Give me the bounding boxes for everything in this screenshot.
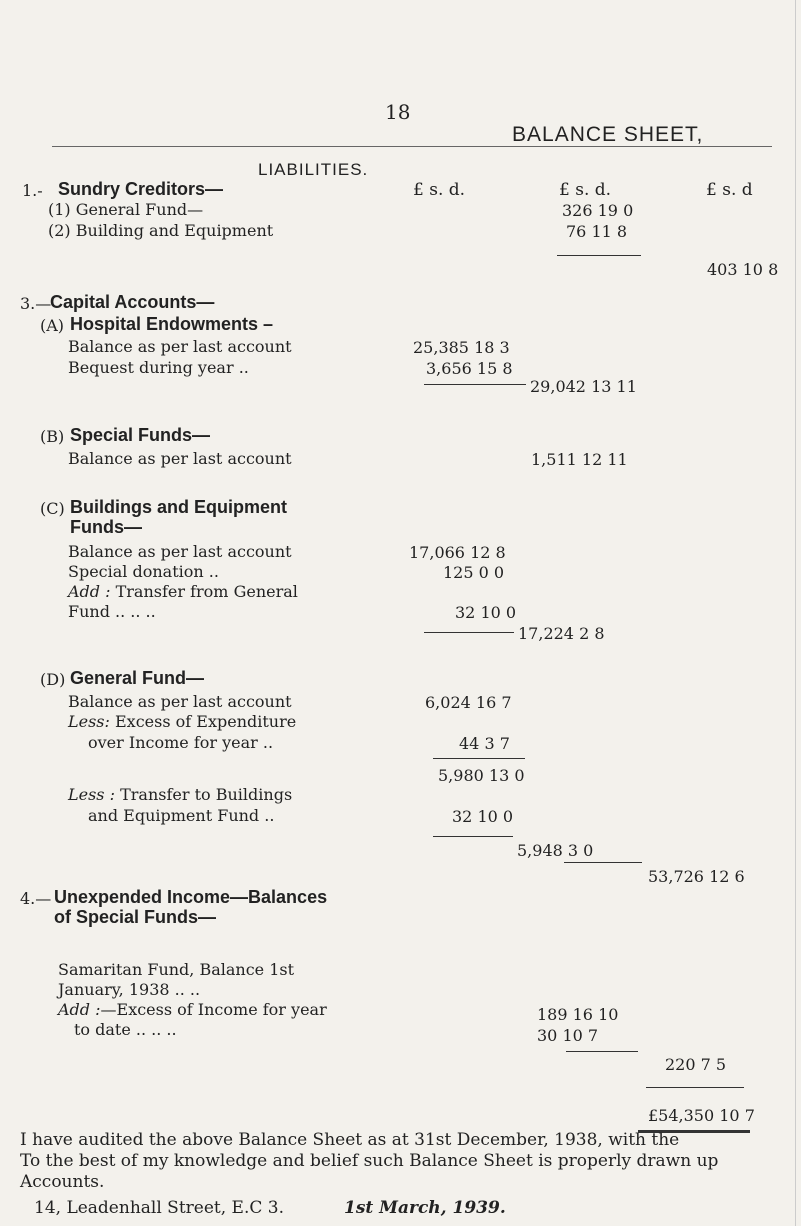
section-d-less-text: [68, 787, 292, 803]
unexpended-line: January, 1938 .. ..: [58, 980, 201, 999]
section-c-line-label: Balance as per last account: [68, 542, 292, 561]
section-a-marker: (A): [40, 316, 65, 335]
section-d-line-amount: 6,024 16 7: [425, 693, 512, 712]
sheet-total: £54,350 10 7: [648, 1106, 755, 1125]
running-title: BALANCE SHEET,: [512, 123, 704, 146]
currency-header-1: £ s. d.: [413, 180, 466, 200]
unexpended-add-line2: to date .. .. ..: [74, 1020, 177, 1039]
sundry-item-amount: 76 11 8: [566, 222, 628, 241]
section-c-add-line2: Fund .. .. ..: [68, 602, 156, 621]
section-d-less-line2: and Equipment Fund ..: [88, 806, 275, 825]
add-prefix: Add :: [68, 582, 111, 601]
section-d-less-amount: 32 10 0: [452, 807, 514, 826]
unexpended-total: 220 7 5: [665, 1055, 727, 1074]
section-a-line-amount: 25,385 18 3: [413, 338, 510, 357]
unexpended-line: Samaritan Fund, Balance 1st: [58, 960, 295, 979]
unexpended-number: 4.—: [20, 889, 52, 908]
sundry-number: 1.-: [22, 181, 43, 200]
less-prefix: Less:: [68, 712, 110, 731]
section-c-title: Buildings and Equipment: [70, 497, 287, 517]
section-d-line-label: Balance as per last account: [68, 692, 292, 711]
section-b-label: Balance as per last account: [68, 449, 292, 468]
audit-text: I have audited the above Balance Sheet as at 31st December, 1938, with the: [20, 1130, 680, 1150]
section-d-total-rule: [433, 836, 513, 837]
sundry-total-rule: [557, 255, 641, 256]
unexpended-title: of Special Funds—: [54, 907, 217, 927]
capital-number: 3.—: [20, 294, 52, 313]
section-c-line-amount: 125 0 0: [443, 563, 505, 582]
less-text: Excess of Expenditure: [109, 712, 297, 731]
page-number: 18: [385, 100, 411, 124]
section-d-less-text: [68, 714, 296, 730]
unexpended-title: Unexpended Income—Balances: [54, 887, 328, 907]
section-d-less-line2: over Income for year ..: [88, 733, 274, 752]
section-d-marker: (D): [40, 670, 66, 689]
section-d-less-amount: 44 3 7: [459, 734, 510, 753]
section-b-amount: 1,511 12 11: [531, 450, 628, 469]
sundry-item-label: (1) General Fund—: [48, 200, 204, 219]
section-c-total: 17,224 2 8: [518, 624, 605, 643]
unexpended-amount: 189 16 10: [537, 1005, 619, 1024]
capital-total-rule: [564, 862, 642, 863]
section-b-marker: (B): [40, 427, 65, 446]
less-text: Transfer to Buildings: [115, 785, 293, 804]
section-a-total: 29,042 13 11: [530, 377, 637, 396]
section-a-line-label: Bequest during year ..: [68, 358, 249, 377]
section-a-line-amount: 3,656 15 8: [426, 359, 513, 378]
capital-title: Capital Accounts—: [50, 292, 215, 312]
section-d-title: General Fund—: [70, 668, 205, 688]
sundry-item-label: (2) Building and Equipment: [48, 221, 274, 240]
capital-grand-total: 53,726 12 6: [648, 867, 745, 886]
section-d-subtotal: 5,980 13 0: [438, 766, 525, 785]
currency-header-2: £ s. d.: [559, 180, 612, 200]
audit-text: Accounts.: [20, 1172, 105, 1192]
sundry-total: 403 10 8: [707, 260, 779, 279]
sheet-total-top-rule: [646, 1087, 744, 1088]
section-a-title: Hospital Endowments –: [70, 314, 274, 334]
header-rule: [52, 146, 772, 147]
page-edge: [795, 0, 796, 1226]
add-prefix: Add :: [58, 1000, 101, 1019]
section-c-line-label: Special donation ..: [68, 562, 219, 581]
unexpended-total-rule: [566, 1051, 638, 1052]
liabilities-heading: LIABILITIES.: [258, 160, 369, 179]
section-d-subtotal-rule: [433, 758, 525, 759]
add-text: —Excess of Income for year: [100, 1000, 327, 1019]
section-c-add-amount: 32 10 0: [455, 603, 517, 622]
sundry-title: Sundry Creditors—: [58, 179, 224, 199]
audit-text: To the best of my knowledge and belief such Balance Sheet is properly drawn up: [20, 1151, 719, 1171]
section-b-title: Special Funds—: [70, 425, 211, 445]
unexpended-add-amount: 30 10 7: [537, 1026, 599, 1045]
section-d-total: 5,948 3 0: [517, 841, 594, 860]
currency-header-3: £ s. d: [706, 180, 753, 200]
section-c-total-rule: [424, 632, 514, 633]
section-c-line-amount: 17,066 12 8: [409, 543, 506, 562]
address: 14, Leadenhall Street, E.C 3.: [34, 1198, 284, 1218]
add-text: Transfer from General: [110, 582, 298, 601]
unexpended-add-text: [58, 1002, 327, 1018]
less-prefix: Less :: [68, 785, 115, 804]
sundry-item-amount: 326 19 0: [562, 201, 634, 220]
section-c-marker: (C): [40, 499, 65, 518]
section-a-line-label: Balance as per last account: [68, 337, 292, 356]
section-c-title: Funds—: [70, 517, 142, 537]
section-c-add-text: [68, 584, 298, 600]
section-a-total-rule: [424, 384, 526, 385]
signature-date: 1st March, 1939.: [344, 1198, 506, 1218]
